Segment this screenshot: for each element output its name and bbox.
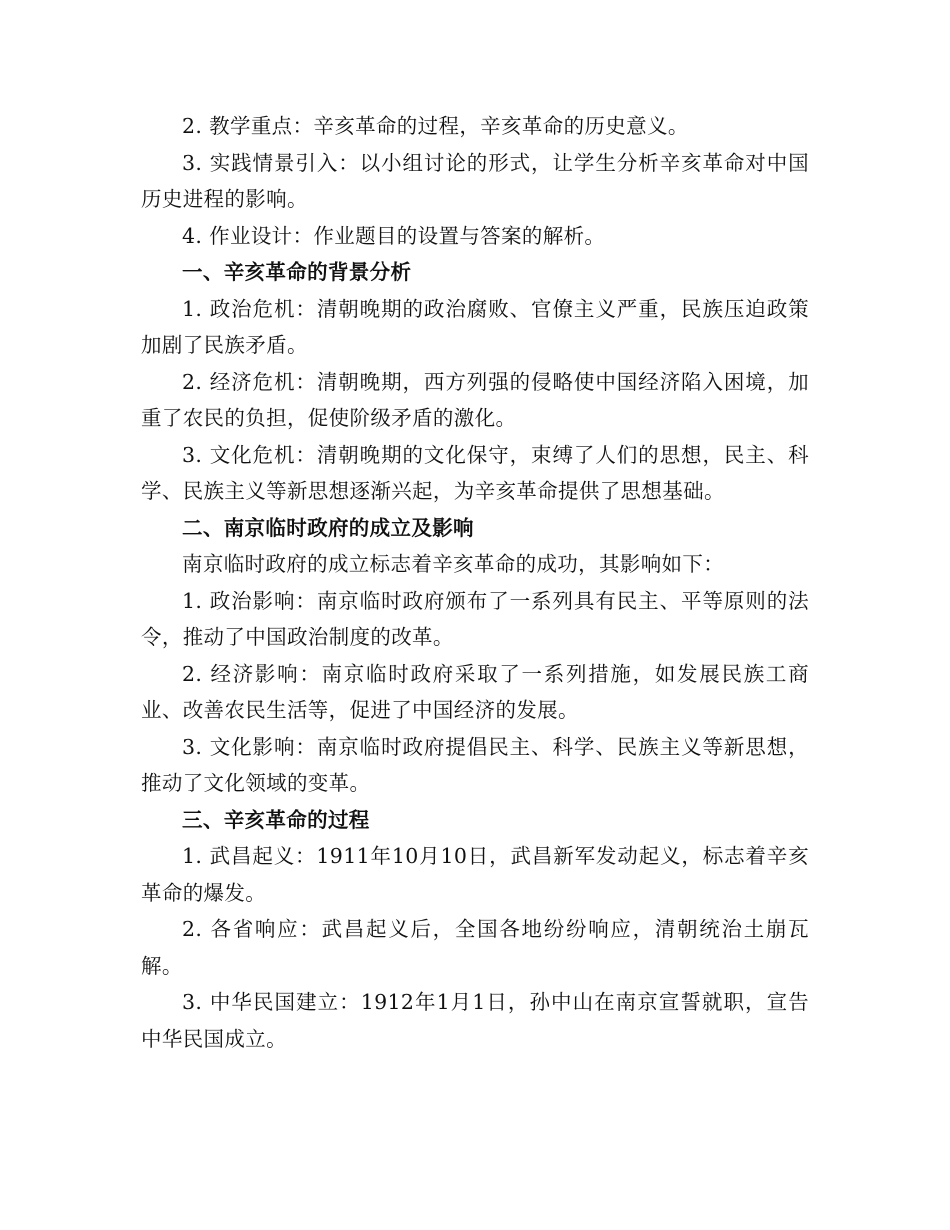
section-heading-revolution-process: 三、辛亥革命的过程 — [182, 807, 370, 832]
background-item-2: 2. 经济危机：清朝晚期，西方列强的侵略使中国经济陷入困境，加重了农民的负担，促使阶级矛盾的激化。 — [141, 369, 809, 430]
document-body — [141, 108, 809, 1057]
background-item-3: 3. 文化危机：清朝晚期的文化保守，束缚了人们的思想，民主、科学、民族主义等新思想逐渐兴起，为辛亥革命提供了思想基础。 — [141, 442, 809, 503]
intro-item-4: 4. 作业设计：作业题目的设置与答案的解析。 — [182, 223, 606, 248]
nanjing-item-1: 1. 政治影响：南京临时政府颁布了一系列具有民主、平等原则的法令，推动了中国政治制度的改革。 — [141, 588, 809, 649]
section-heading-nanjing-government: 二、南京临时政府的成立及影响 — [182, 515, 474, 540]
nanjing-item-2: 2. 经济影响：南京临时政府采取了一系列措施，如发展民族工商业、改善农民生活等，促进了中国经济的发展。 — [141, 661, 809, 722]
process-item-2: 2. 各省响应：武昌起义后，全国各地纷纷响应，清朝统治土崩瓦解。 — [141, 917, 809, 978]
nanjing-item-3: 3. 文化影响：南京临时政府提倡民主、科学、民族主义等新思想，推动了文化领域的变革。 — [141, 734, 809, 795]
intro-item-2: 2. 教学重点：辛亥革命的过程，辛亥革命的历史意义。 — [182, 114, 689, 138]
nanjing-lead-paragraph: 南京临时政府的成立标志着辛亥革命的成功，其影响如下： — [182, 552, 725, 576]
process-item-1: 1. 武昌起义：1911年10月10日，武昌新军发动起义，标志着辛亥革命的爆发。 — [141, 844, 809, 905]
intro-item-3: 3. 实践情景引入：以小组讨论的形式，让学生分析辛亥革命对中国历史进程的影响。 — [141, 150, 809, 211]
process-item-3: 3. 中华民国建立：1912年1月1日，孙中山在南京宣誓就职，宣告中华民国成立。 — [141, 990, 809, 1051]
background-item-1: 1. 政治危机：清朝晚期的政治腐败、官僚主义严重，民族压迫政策加剧了民族矛盾。 — [141, 296, 809, 357]
section-heading-background: 一、辛亥革命的背景分析 — [182, 260, 412, 284]
